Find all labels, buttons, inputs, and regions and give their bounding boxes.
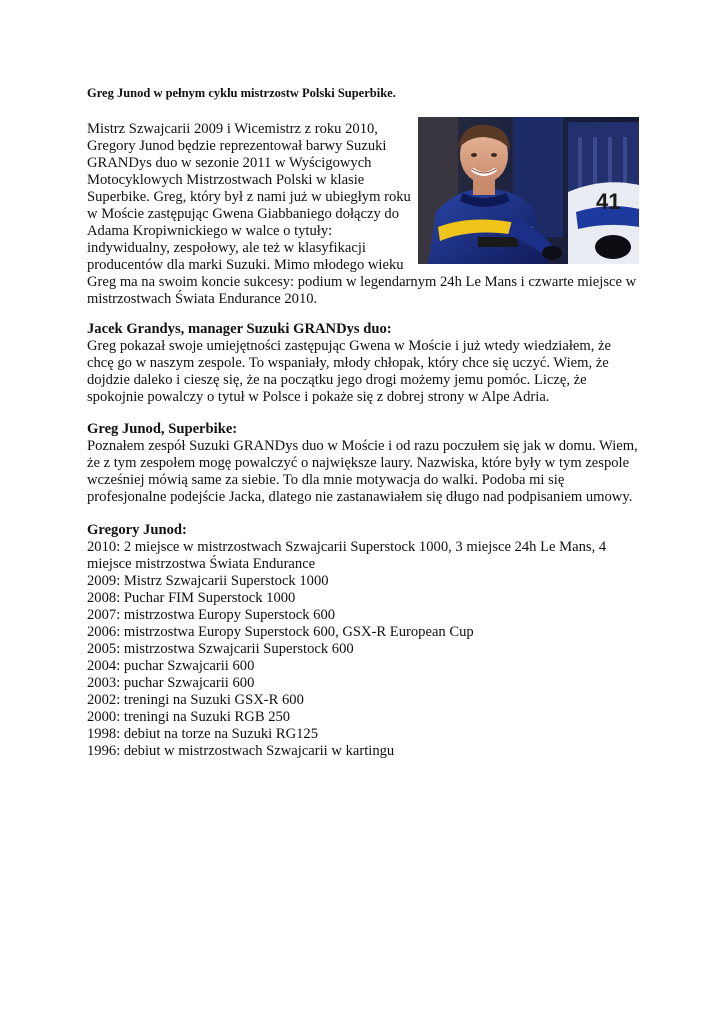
career-line: 2000: treningi na Suzuki RGB 250 bbox=[87, 709, 291, 725]
intro-line: w Moście zastępując Gwena Giabbaniego dołączy do bbox=[87, 206, 400, 222]
intro-line: Motocyklowych Mistrzostwach Polski w klasie bbox=[87, 172, 365, 188]
career-line: 1996: debiut w mistrzostwach Szwajcarii w kartingu bbox=[87, 743, 395, 759]
intro-line: Greg ma na swoim koncie sukcesy: podium w legendarnym 24h Le Mans i czwarte miejsce w bbox=[87, 274, 637, 290]
career-line: 2005: mistrzostwa Szwajcarii Superstock 600 bbox=[87, 641, 354, 657]
career-line: 2007: mistrzostwa Europy Superstock 600 bbox=[87, 607, 336, 623]
intro-line: Superbike. Greg, który był z nami już w ubiegłym roku bbox=[87, 189, 411, 205]
intro-line: GRANDys duo w sezonie 2011 w Wyścigowych bbox=[87, 155, 372, 171]
quote-line: Greg pokazał swoje umiejętności zastępując Gwena w Moście i już wtedy wiedziałem, że bbox=[87, 338, 611, 354]
career-line: 1998: debiut na torze na Suzuki RG125 bbox=[87, 726, 319, 742]
career-line: 2009: Mistrz Szwajcarii Superstock 1000 bbox=[87, 573, 329, 589]
intro-line: producentów dla marki Suzuki. Mimo młodego wieku bbox=[87, 257, 404, 273]
career-line: 2006: mistrzostwa Europy Superstock 600, GSX-R European Cup bbox=[87, 624, 474, 640]
career-line: 2002: treningi na Suzuki GSX-R 600 bbox=[87, 692, 304, 708]
section-title: Greg Junod, Superbike: bbox=[87, 421, 238, 437]
career-line: 2003: puchar Szwajcarii 600 bbox=[87, 675, 255, 691]
intro-line: Adama Kropiwnickiego w walce o tytuły: bbox=[87, 223, 333, 239]
quote-line: wcześniej mówią same za siebie. To dla mnie motywacja do walki. Podoba mi się bbox=[87, 472, 565, 488]
quote-line: profesjonalne podejście Jacka, dlatego nie zastanawiałem się długo nad podpisaniem umowy. bbox=[87, 489, 633, 505]
section-title: Gregory Junod: bbox=[87, 522, 187, 538]
career-section bbox=[87, 522, 606, 760]
career-line: 2010: 2 miejsce w mistrzostwach Szwajcarii Superstock 1000, 3 miejsce 24h Le Mans, 4 bbox=[87, 539, 607, 555]
career-line: 2004: puchar Szwajcarii 600 bbox=[87, 658, 255, 674]
intro-line: Gregory Junod będzie reprezentował barwy Suzuki bbox=[87, 138, 387, 154]
bike-number: 41 bbox=[596, 189, 621, 214]
intro-line: Mistrz Szwajcarii 2009 i Wicemistrz z roku 2010, bbox=[87, 121, 378, 137]
rider-quote-section bbox=[87, 421, 638, 506]
quote-line: Poznałem zespół Suzuki GRANDys duo w Moście i od razu poczułem się jak w domu. Wiem, bbox=[87, 438, 638, 454]
intro-paragraph bbox=[87, 121, 636, 308]
career-line: 2008: Puchar FIM Superstock 1000 bbox=[87, 590, 296, 606]
intro-line: mistrzostwach Świata Endurance 2010. bbox=[87, 291, 318, 307]
quote-line: chcę go w naszym zespole. To wspaniały, młody chłopak, który chce się uczyć. Wiem, że bbox=[87, 355, 609, 371]
manager-quote-section bbox=[87, 321, 611, 406]
quote-line: dojdzie daleko i cieszę się, że na początku jego drogi możemy jemu pomóc. Liczę, że bbox=[87, 372, 587, 388]
intro-line: indywidualny, zespołowy, ale też w klasyfikacji bbox=[87, 240, 366, 256]
quote-line: spokojnie powalczy o tytuł w Polsce i pokaże się z dobrej strony w Alpe Adria. bbox=[87, 389, 550, 405]
section-title: Jacek Grandys, manager Suzuki GRANDys duo: bbox=[87, 321, 392, 337]
career-line: miejsce mistrzostwa Świata Endurance bbox=[87, 556, 316, 572]
quote-line: że z tym zespołem mogę powalczyć o największe laury. Nazwiska, które były w tym zespole bbox=[87, 455, 630, 471]
article-headline: Greg Junod w pełnym cyklu mistrzostw Polski Superbike. bbox=[87, 86, 396, 100]
